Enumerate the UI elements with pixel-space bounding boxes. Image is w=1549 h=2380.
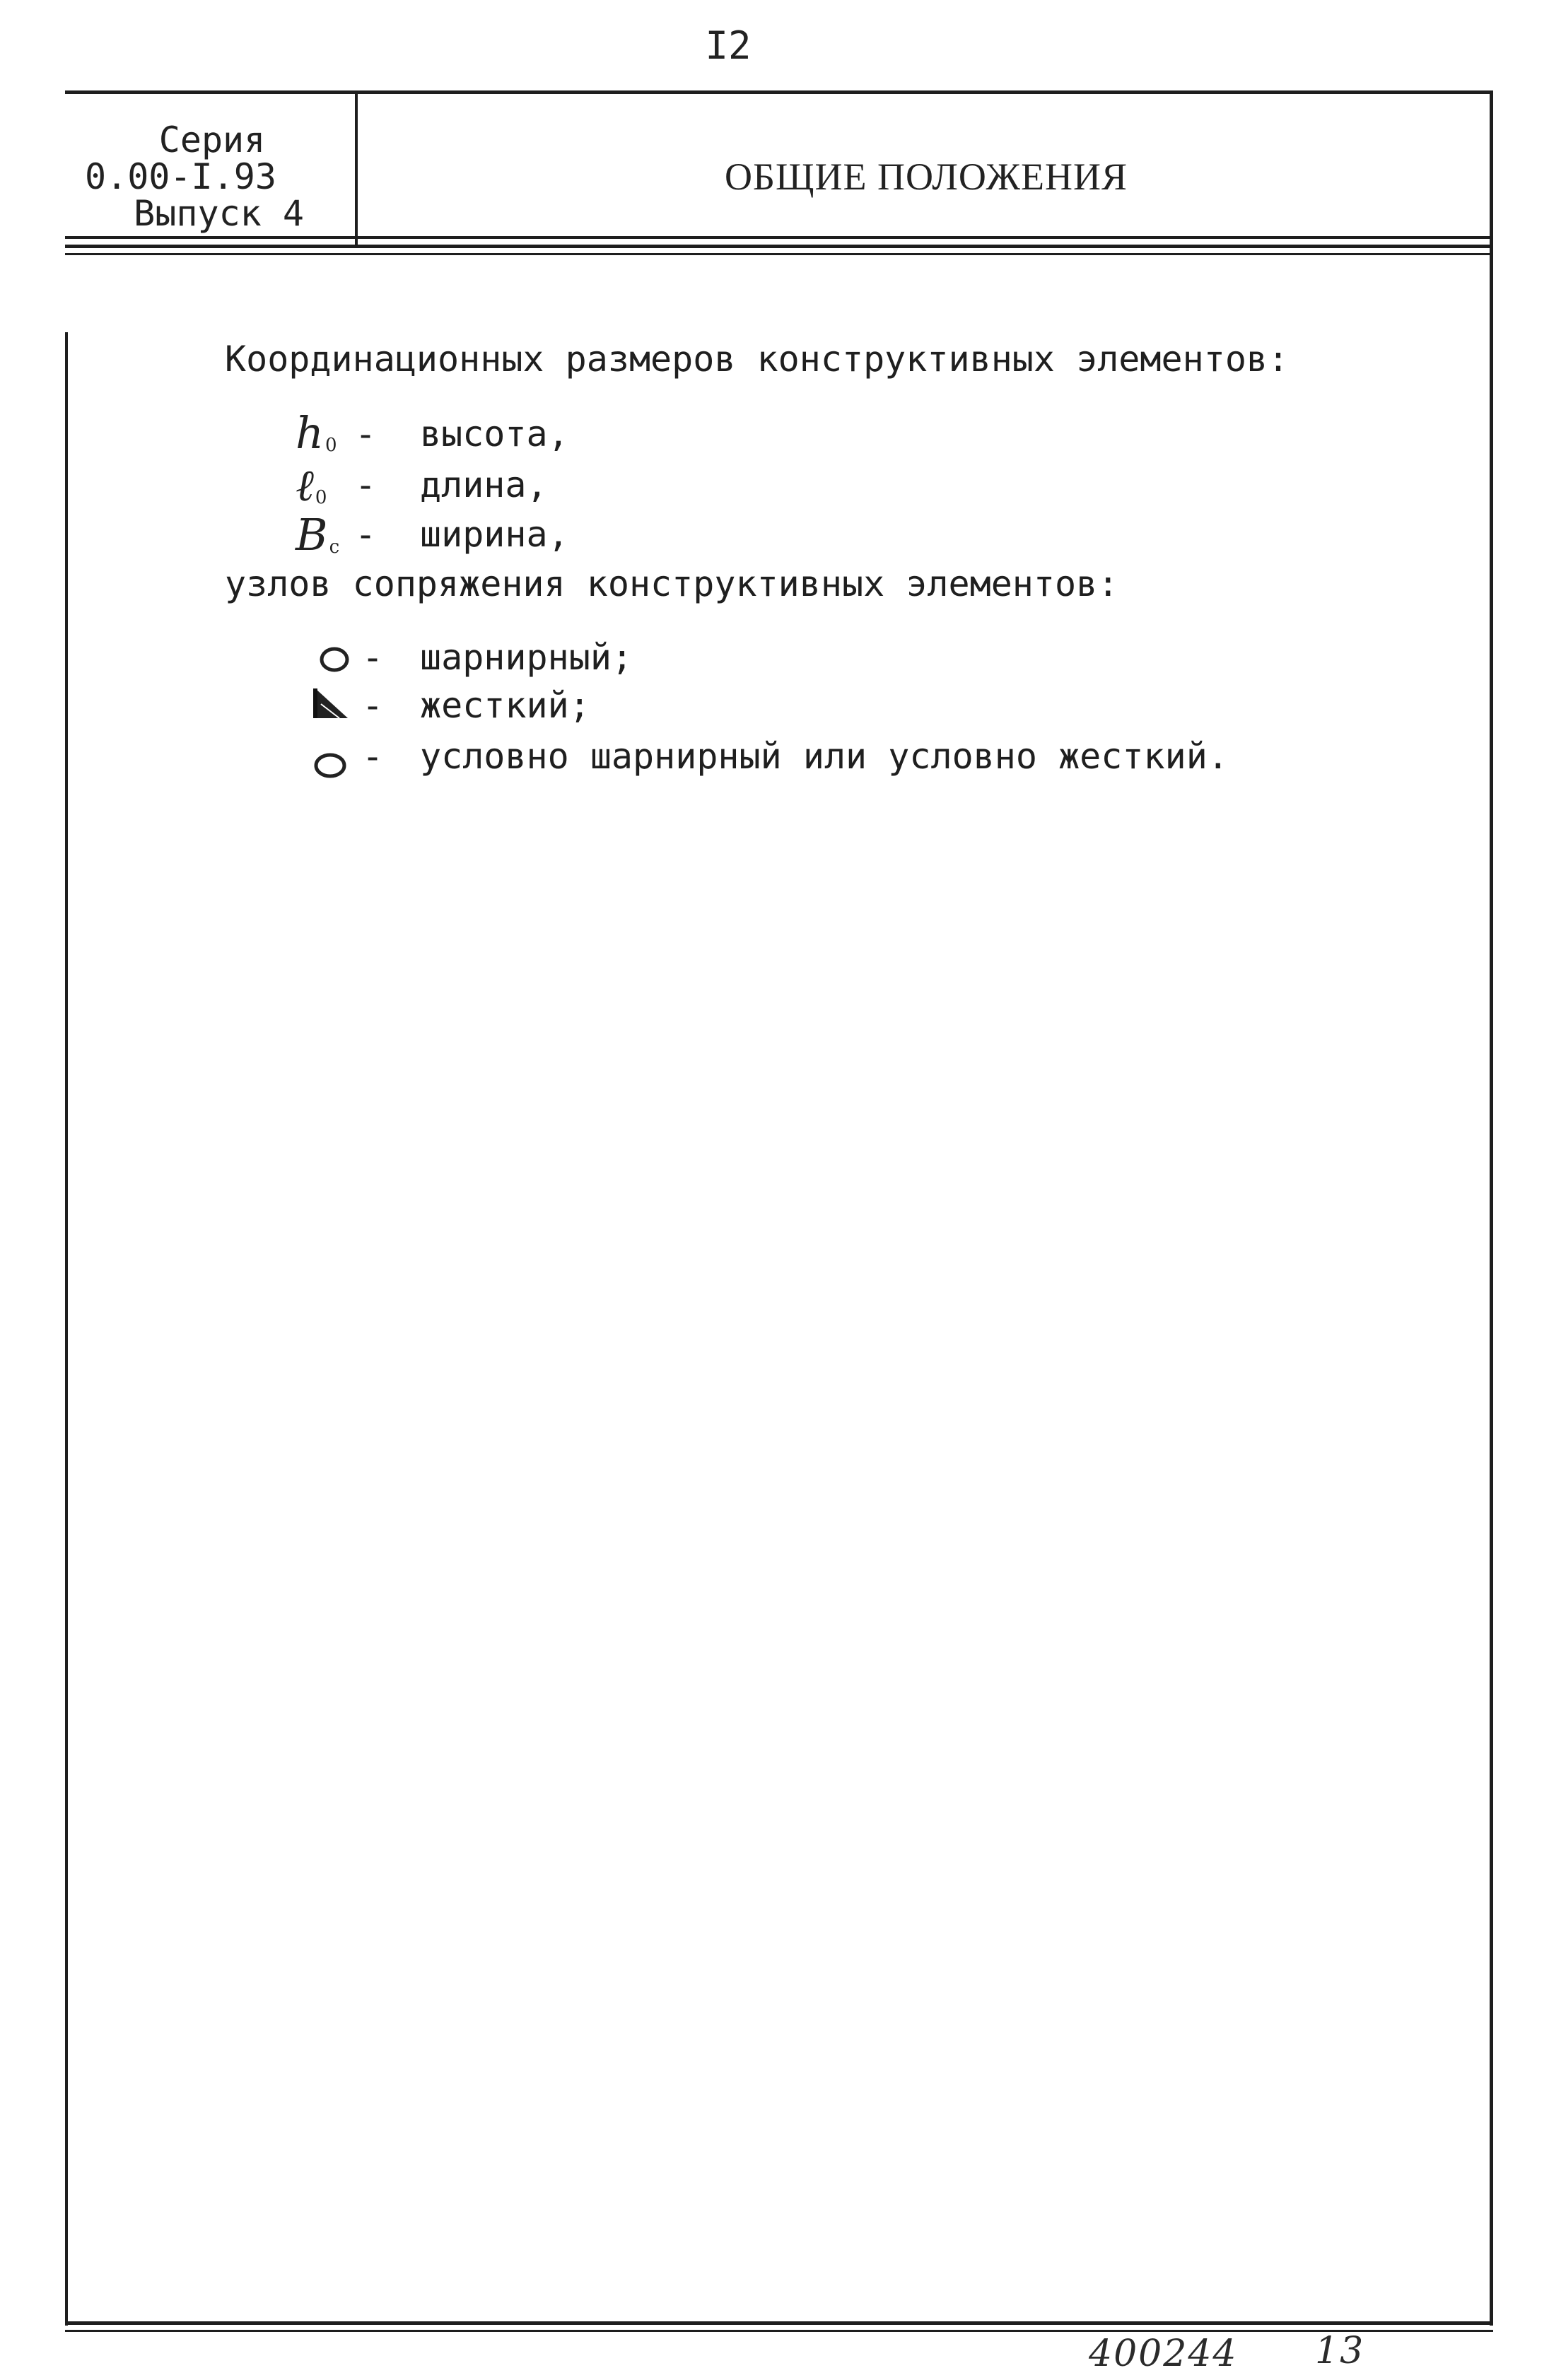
frame-top-line	[65, 90, 1493, 94]
length-symbol: ℓ$_0$	[296, 459, 327, 511]
open-circle-icon	[318, 645, 351, 674]
joint-dash: -	[362, 637, 384, 678]
joint-label: шарнирный;	[420, 637, 633, 678]
frame-left-line	[65, 332, 68, 2326]
frame-header-bottom-line-3	[65, 253, 1493, 255]
series-stamp	[71, 106, 353, 247]
dimension-dash: -	[355, 414, 377, 455]
dimension-label: ширина,	[420, 514, 569, 555]
series-number: 0.00-I.93	[85, 156, 276, 197]
page-number: I2	[705, 23, 752, 68]
issue-label: Выпуск 4	[134, 193, 304, 234]
height-symbol: $h_0$	[296, 407, 337, 459]
dimension-label: высота,	[420, 414, 569, 455]
joint-label: жесткий;	[420, 685, 590, 726]
frame-bottom-line	[65, 2321, 1493, 2325]
joint-dash: -	[362, 685, 384, 726]
stamp-divider	[355, 93, 358, 245]
dimension-dash: -	[355, 464, 377, 505]
frame-right-line	[1490, 92, 1493, 2326]
frame-bottom-line-2	[65, 2330, 1493, 2332]
joint-label: условно шарнирный или условно жесткий.	[420, 736, 1229, 777]
handwritten-document-code: 400244	[1089, 2333, 1238, 2375]
filled-triangle-icon	[311, 686, 351, 721]
series-label: Серия	[158, 119, 266, 160]
joints-heading: узлов сопряжения конструктивных элементов:	[225, 563, 1119, 604]
open-circle-icon	[312, 751, 348, 780]
coordination-heading: Координационных размеров конструктивных элементов:	[225, 339, 1290, 380]
dimension-label: длина,	[420, 464, 548, 505]
handwritten-sheet-number: 13	[1315, 2330, 1365, 2372]
width-symbol: $B_c$	[296, 509, 340, 561]
dimension-dash: -	[355, 514, 377, 555]
document-title: ОБЩИЕ ПОЛОЖЕНИЯ	[725, 156, 1128, 198]
joint-dash: -	[362, 736, 384, 777]
